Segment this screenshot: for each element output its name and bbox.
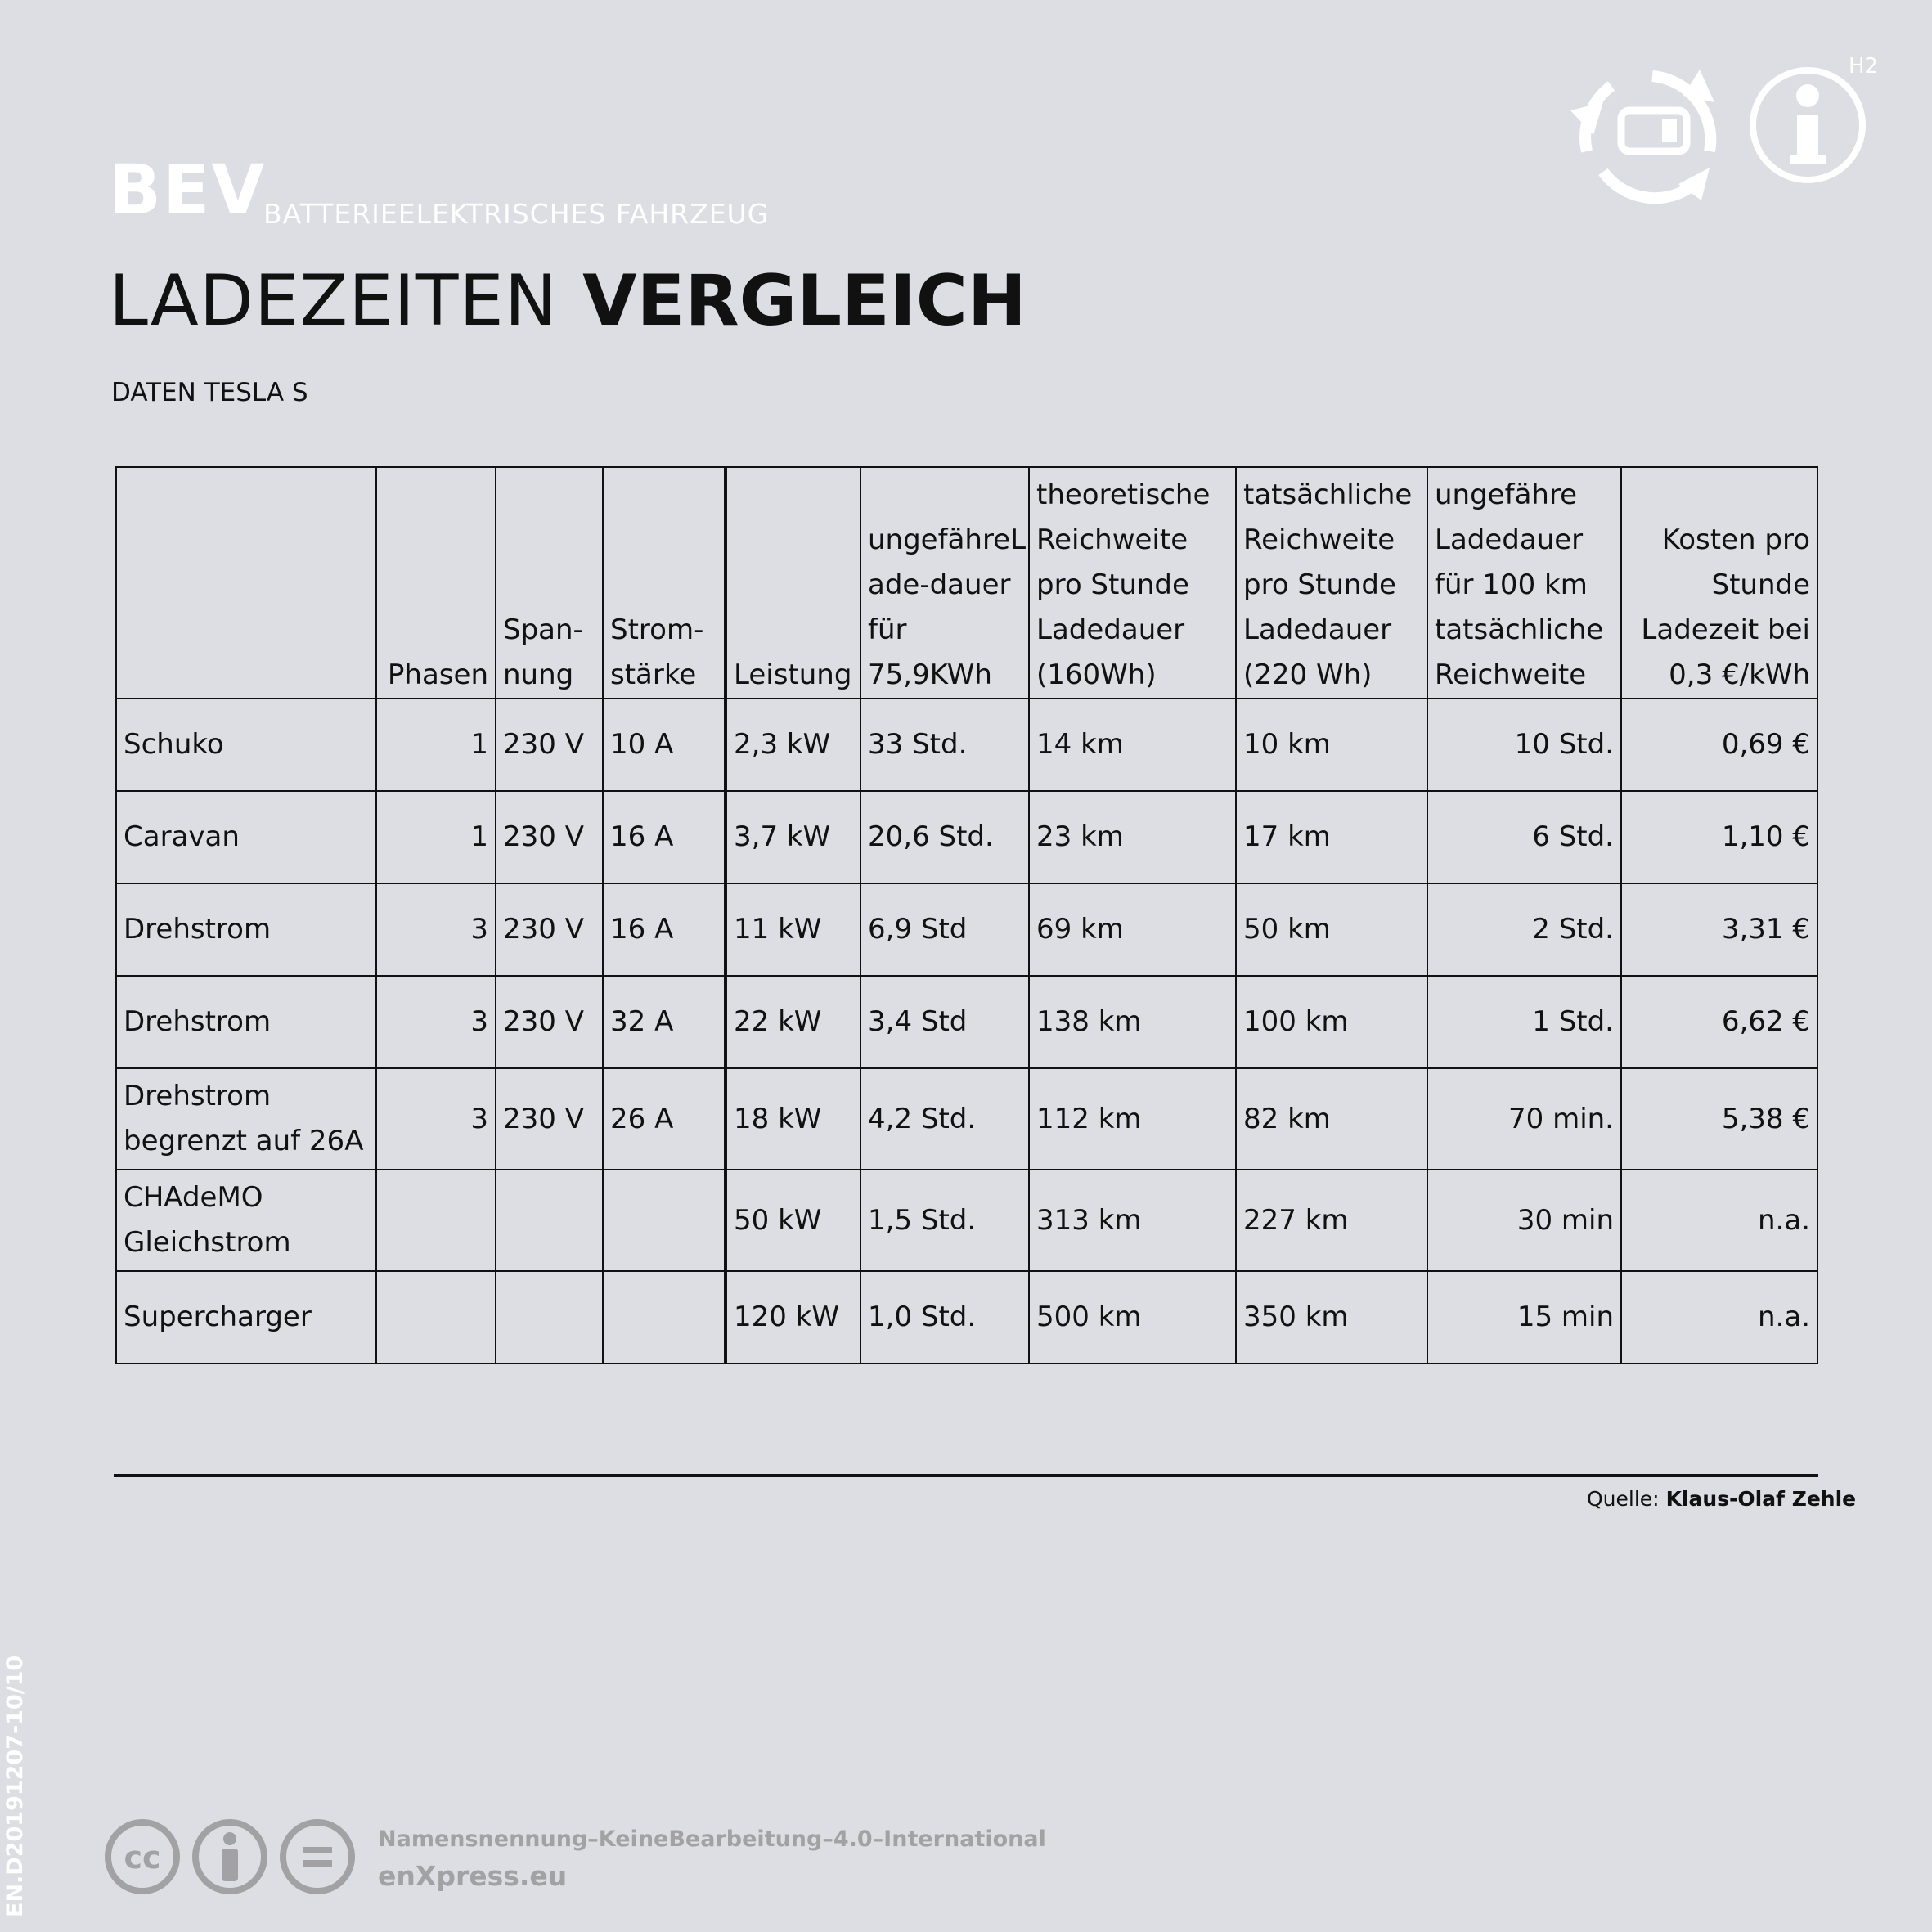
table-cell: 10 Std.	[1427, 699, 1621, 791]
table-cell: 4,2 Std.	[860, 1068, 1029, 1170]
row-label-cell: Schuko	[116, 699, 376, 791]
table-cell: 22 kW	[726, 976, 860, 1068]
document-code: EN.D20191207-10/10	[2, 1655, 28, 1917]
table-row	[116, 1068, 1817, 1170]
nd-equals-icon	[283, 1822, 352, 1891]
table-cell: 230 V	[496, 883, 603, 976]
table-row	[116, 791, 1817, 883]
table-cell	[603, 1271, 726, 1364]
table-cell: n.a.	[1621, 1271, 1817, 1364]
table-cell: 2,3 kW	[726, 699, 860, 791]
table-cell: 2 Std.	[1427, 883, 1621, 976]
table-cell: 20,6 Std.	[860, 791, 1029, 883]
table-cell: 10 A	[603, 699, 726, 791]
table-cell: 50 kW	[726, 1170, 860, 1271]
table-cell: 6,9 Std	[860, 883, 1029, 976]
table-cell: 6,62 €	[1621, 976, 1817, 1068]
column-header: ungefähre Ladedauer für 100 km tatsächliche Reichweite	[1427, 467, 1621, 699]
table-row	[116, 1271, 1817, 1364]
table-cell	[496, 1170, 603, 1271]
table-cell: 350 km	[1236, 1271, 1427, 1364]
table-cell: 33 Std.	[860, 699, 1029, 791]
by-attribution-icon	[195, 1822, 264, 1891]
source-name: Klaus-Olaf Zehle	[1665, 1487, 1857, 1511]
row-label-cell: Caravan	[116, 791, 376, 883]
table-cell: 3,4 Std	[860, 976, 1029, 1068]
table-cell: 0,69 €	[1621, 699, 1817, 791]
table-cell: 3,7 kW	[726, 791, 860, 883]
table-cell: 23 km	[1029, 791, 1236, 883]
charging-time-table	[115, 466, 1818, 1364]
source-label: Quelle:	[1587, 1487, 1660, 1511]
table-cell	[496, 1271, 603, 1364]
table-cell: 100 km	[1236, 976, 1427, 1068]
header-icons	[1570, 53, 1869, 209]
table-cell	[603, 1170, 726, 1271]
table-cell: 1,10 €	[1621, 791, 1817, 883]
column-header: tatsächliche Reichweite pro Stunde Ladedauer (220 Wh)	[1236, 467, 1427, 699]
table-cell: 70 min.	[1427, 1068, 1621, 1170]
license-icons	[103, 1817, 357, 1896]
car-recycle-icon	[1570, 70, 1714, 200]
table-row	[116, 976, 1817, 1068]
table-cell: 1	[376, 699, 496, 791]
table-cell: 32 A	[603, 976, 726, 1068]
table-cell: 500 km	[1029, 1271, 1236, 1364]
table-cell: 6 Std.	[1427, 791, 1621, 883]
table-cell: 138 km	[1029, 976, 1236, 1068]
row-label-cell: Drehstrom	[116, 883, 376, 976]
table-header-row	[116, 467, 1817, 699]
svg-text:cc: cc	[124, 1840, 161, 1876]
table-cell: 50 km	[1236, 883, 1427, 976]
table-cell: 3	[376, 1068, 496, 1170]
table-cell: 26 A	[603, 1068, 726, 1170]
table-cell: 227 km	[1236, 1170, 1427, 1271]
table-cell: 230 V	[496, 699, 603, 791]
table-cell: 112 km	[1029, 1068, 1236, 1170]
table-cell: 230 V	[496, 1068, 603, 1170]
brand-label: BEV	[109, 150, 267, 230]
table-cell	[376, 1170, 496, 1271]
table-cell: 15 min	[1427, 1271, 1621, 1364]
table-cell: 3	[376, 883, 496, 976]
table-cell: 16 A	[603, 883, 726, 976]
table-cell: 3,31 €	[1621, 883, 1817, 976]
column-header: Phasen	[376, 467, 496, 699]
table-row	[116, 883, 1817, 976]
info-icon	[1753, 70, 1862, 180]
row-label-cell: CHAdeMO Gleichstrom	[116, 1170, 376, 1271]
table-cell: 1	[376, 791, 496, 883]
table-cell: 10 km	[1236, 699, 1427, 791]
license-site: enXpress.eu	[378, 1860, 568, 1892]
table-cell: 18 kW	[726, 1068, 860, 1170]
table-cell: 120 kW	[726, 1271, 860, 1364]
row-label-cell: Drehstrom begrenzt auf 26A	[116, 1068, 376, 1170]
table-cell	[376, 1271, 496, 1364]
title-light: LADEZEITEN	[109, 260, 559, 342]
table-cell: n.a.	[1621, 1170, 1817, 1271]
table-row	[116, 699, 1817, 791]
table-cell: 14 km	[1029, 699, 1236, 791]
table-cell: 5,38 €	[1621, 1068, 1817, 1170]
table-row	[116, 1170, 1817, 1271]
column-header: ungefähreL ade-dauer für 75,9KWh	[860, 467, 1029, 699]
table-cell: 69 km	[1029, 883, 1236, 976]
table-cell: 17 km	[1236, 791, 1427, 883]
table-cell: 230 V	[496, 791, 603, 883]
table-cell: 1 Std.	[1427, 976, 1621, 1068]
corner-label: H2	[1849, 54, 1879, 79]
table-cell: 1,0 Std.	[860, 1271, 1029, 1364]
table-cell: 313 km	[1029, 1170, 1236, 1271]
cc-icon	[108, 1822, 177, 1891]
page-title	[109, 260, 1027, 342]
column-header: Leistung	[726, 467, 860, 699]
table-cell: 11 kW	[726, 883, 860, 976]
brand-subtitle: BATTERIEELEKTRISCHES FAHRZEUG	[263, 198, 770, 230]
column-header: Span- nung	[496, 467, 603, 699]
column-header: Kosten pro Stunde Ladezeit bei 0,3 €/kWh	[1621, 467, 1817, 699]
column-header	[116, 467, 376, 699]
row-label-cell: Drehstrom	[116, 976, 376, 1068]
table-cell: 30 min	[1427, 1170, 1621, 1271]
table-cell: 16 A	[603, 791, 726, 883]
table-cell: 82 km	[1236, 1068, 1427, 1170]
table-cell: 230 V	[496, 976, 603, 1068]
license-text: Namensnennung–KeineBearbeitung–4.0–International	[378, 1826, 1046, 1852]
source-credit	[1587, 1487, 1856, 1512]
table-cell: 3	[376, 976, 496, 1068]
column-header: Strom- stärke	[603, 467, 726, 699]
divider	[114, 1474, 1818, 1477]
title-bold: VERGLEICH	[582, 260, 1027, 342]
page-subtitle: DATEN TESLA S	[111, 378, 308, 407]
column-header: theoretische Reichweite pro Stunde Ladedauer (160Wh)	[1029, 467, 1236, 699]
table-cell: 1,5 Std.	[860, 1170, 1029, 1271]
row-label-cell: Supercharger	[116, 1271, 376, 1364]
